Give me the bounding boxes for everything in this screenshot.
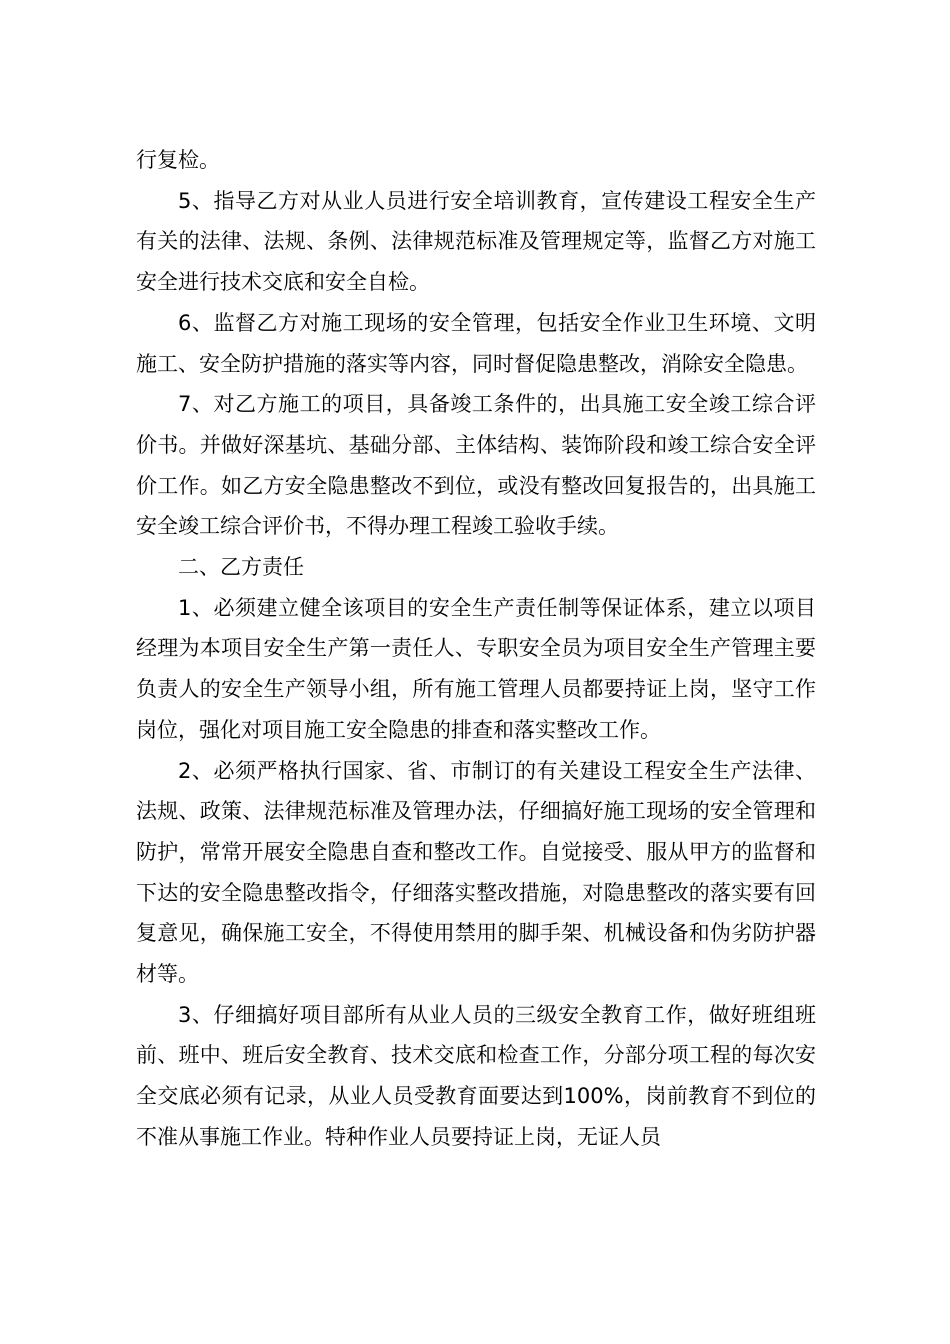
paragraph-item-5: 5、指导乙方对从业人员进行安全培训教育，宣传建设工程安全生产有关的法律、法规、条例、法律规范标准及管理规定等，监督乙方对施工安全进行技术交底和安全自检。	[136, 188, 816, 295]
paragraph-item-b3: 3、仔细搞好项目部所有从业人员的三级安全教育工作，做好班组班前、班中、班后安全教育、技术交底和检查工作，分部分项工程的每次安全交底必须有记录，从业人员受教育面要达到100%，岗前教育不到位的不准从事施工作业。特种作业人员要持证上岗，无证人员	[136, 1002, 816, 1149]
paragraph-item-6: 6、监督乙方对施工现场的安全管理，包括安全作业卫生环境、文明施工、安全防护措施的落实等内容，同时督促隐患整改，消除安全隐患。	[136, 310, 816, 376]
paragraph-item-7: 7、对乙方施工的项目，具备竣工条件的，出具施工安全竣工综合评价书。并做好深基坑、基础分部、主体结构、装饰阶段和竣工综合安全评价工作。如乙方安全隐患整改不到位，或没有整改回复报告的，出具施工安全竣工综合评价书，不得办理工程竣工验收手续。	[136, 392, 816, 539]
section-heading-party-b: 二、乙方责任	[178, 555, 304, 580]
paragraph-item-b2: 2、必须严格执行国家、省、市制订的有关建设工程安全生产法律、法规、政策、法律规范标准及管理办法，仔细搞好施工现场的安全管理和防护，常常开展安全隐患自查和整改工作。自觉接受、服从甲方的监督和下达的安全隐患整改指令，仔细落实整改措施，对隐患整改的落实要有回复意见，确保施工安全，不得使用禁用的脚手架、机械设备和伪劣防护器材等。	[136, 758, 816, 987]
paragraph-continuation: 行复检。	[136, 148, 220, 172]
document-page	[136, 140, 816, 1158]
paragraph-item-b1: 1、必须建立健全该项目的安全生产责任制等保证体系，建立以项目经理为本项目安全生产第一责任人、专职安全员为项目安全生产管理主要负责人的安全生产领导小组，所有施工管理人员都要持证上岗，坚守工作岗位，强化对项目施工安全隐患的排查和落实整改工作。	[136, 595, 816, 742]
